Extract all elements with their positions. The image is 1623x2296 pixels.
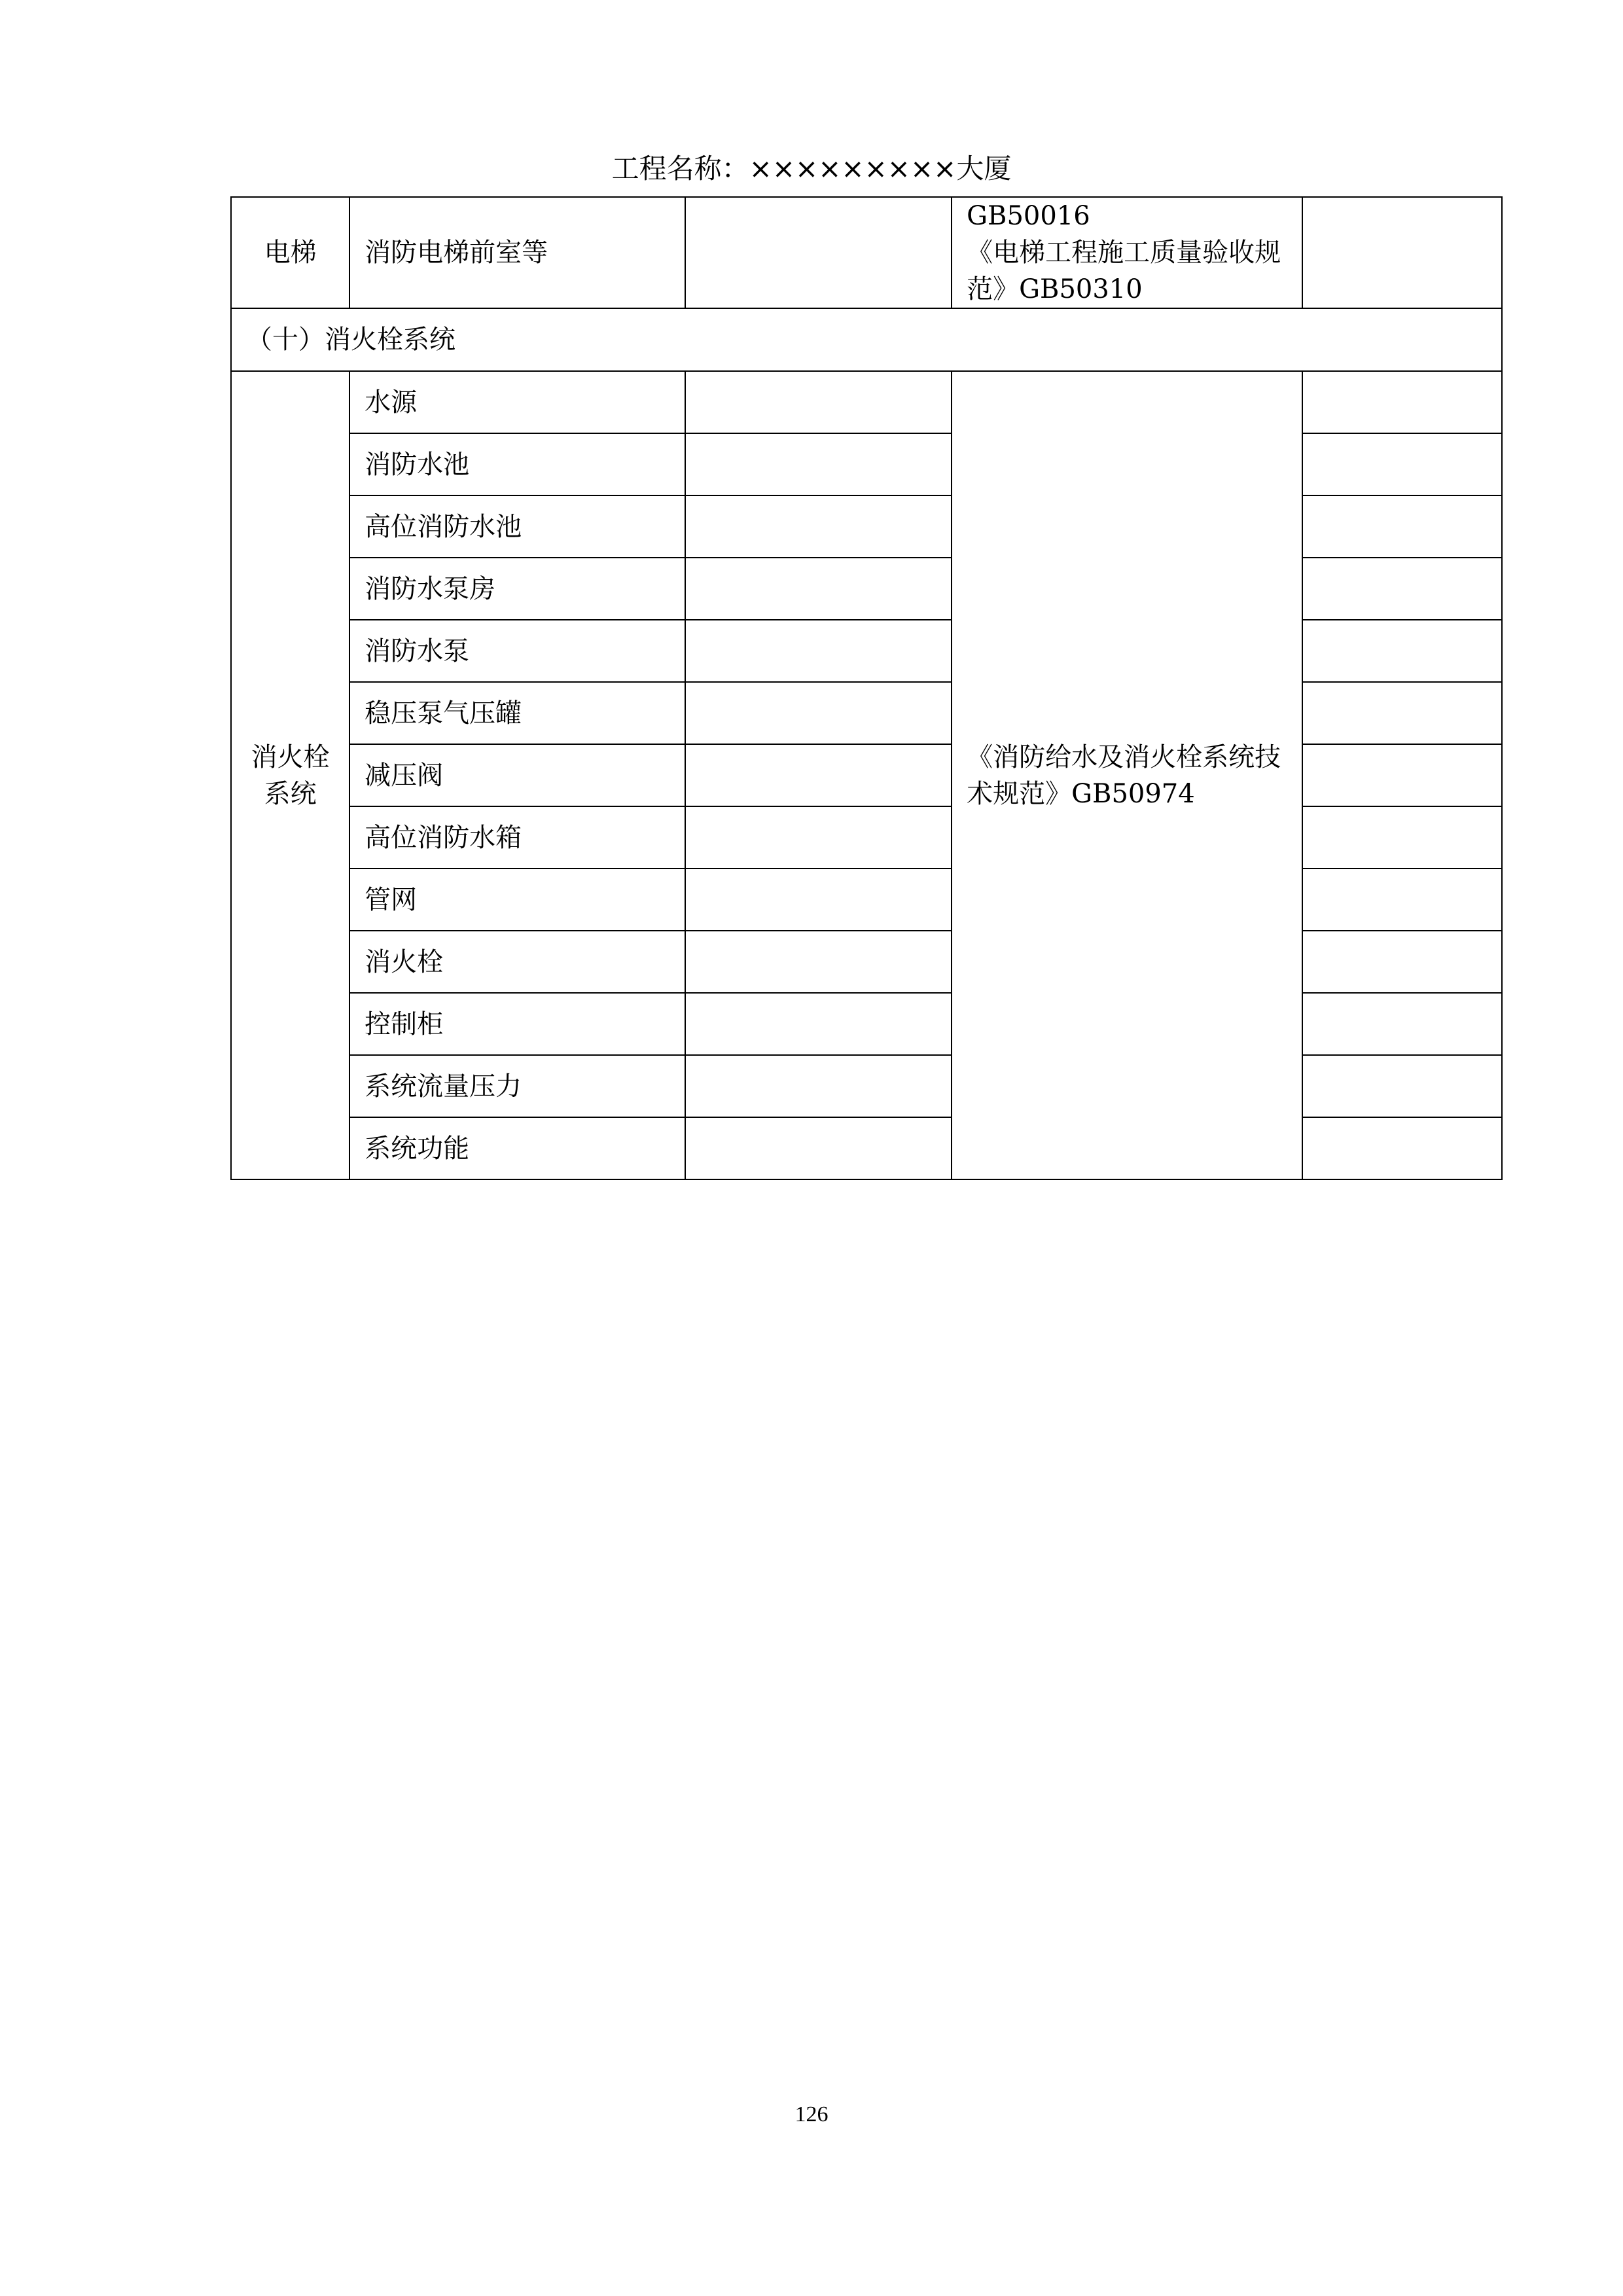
table-row — [231, 371, 1502, 433]
blank-cell — [685, 620, 952, 682]
blank-cell — [685, 869, 952, 931]
blank-cell — [1302, 620, 1502, 682]
item-cell: 稳压泵气压罐 — [349, 682, 685, 744]
table-row — [231, 931, 1502, 993]
table-row — [231, 433, 1502, 495]
category-cell-elevator: 电梯 — [231, 197, 349, 308]
blank-cell — [685, 1117, 952, 1179]
standard-cell-hydrant: 《消防给水及消火栓系统技术规范》GB50974 — [952, 371, 1302, 1179]
item-cell: 控制柜 — [349, 993, 685, 1055]
blank-cell — [685, 433, 952, 495]
item-cell: 系统流量压力 — [349, 1055, 685, 1117]
item-cell: 水源 — [349, 371, 685, 433]
table-row — [231, 993, 1502, 1055]
blank-cell — [1302, 558, 1502, 620]
table-row — [231, 744, 1502, 806]
blank-cell — [1302, 1117, 1502, 1179]
standard-line: GB50016 — [967, 201, 1090, 231]
table-row — [231, 495, 1502, 558]
item-cell-elevator-lobby: 消防电梯前室等 — [349, 197, 685, 308]
item-cell: 系统功能 — [349, 1117, 685, 1179]
blank-cell — [685, 806, 952, 869]
item-cell: 消防水泵 — [349, 620, 685, 682]
blank-cell — [685, 495, 952, 558]
item-cell: 消防水池 — [349, 433, 685, 495]
table-row — [231, 806, 1502, 869]
blank-cell — [1302, 993, 1502, 1055]
item-cell: 管网 — [349, 869, 685, 931]
blank-cell — [685, 558, 952, 620]
table-row — [231, 869, 1502, 931]
item-cell: 消火栓 — [349, 931, 685, 993]
blank-cell — [685, 744, 952, 806]
blank-cell — [1302, 869, 1502, 931]
blank-cell — [1302, 433, 1502, 495]
table-row — [231, 558, 1502, 620]
blank-cell — [685, 931, 952, 993]
table-row — [231, 1055, 1502, 1117]
page-number: 126 — [794, 2102, 829, 2126]
blank-cell — [1302, 806, 1502, 869]
table-row — [231, 620, 1502, 682]
blank-cell — [1302, 744, 1502, 806]
section-heading: （十）消火栓系统 — [231, 308, 1502, 371]
blank-cell — [1302, 682, 1502, 744]
item-cell: 消防水泵房 — [349, 558, 685, 620]
blank-cell — [685, 682, 952, 744]
item-cell: 高位消防水箱 — [349, 806, 685, 869]
section-row — [231, 308, 1502, 371]
blank-cell — [685, 993, 952, 1055]
item-cell: 减压阀 — [349, 744, 685, 806]
inspection-table — [230, 196, 1503, 1180]
table-row — [231, 682, 1502, 744]
table-row-elevator — [231, 197, 1502, 308]
blank-cell — [685, 1055, 952, 1117]
blank-cell — [685, 371, 952, 433]
blank-cell — [1302, 931, 1502, 993]
blank-cell — [1302, 371, 1502, 433]
standard-line: 《电梯工程施工质量验收规范》GB50310 — [967, 238, 1281, 304]
table-row — [231, 1117, 1502, 1179]
category-cell-hydrant: 消火栓系统 — [231, 371, 349, 1179]
blank-cell — [1302, 1055, 1502, 1117]
blank-cell — [1302, 197, 1502, 308]
item-cell: 高位消防水池 — [349, 495, 685, 558]
blank-cell — [1302, 495, 1502, 558]
blank-cell — [685, 197, 952, 308]
project-title: 工程名称：×××××××××大厦 — [611, 152, 1012, 185]
standard-cell-elevator — [952, 197, 1302, 308]
